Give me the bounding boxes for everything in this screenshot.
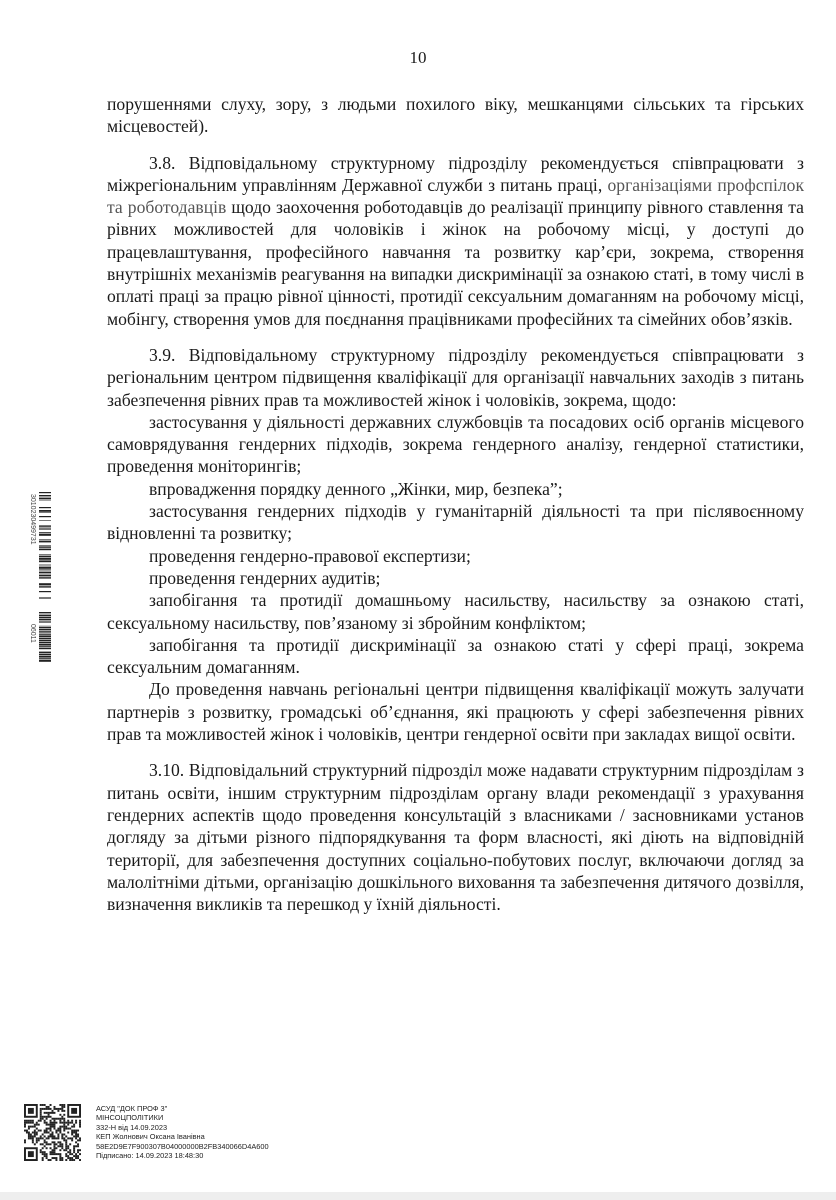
stamp-text [96, 1104, 269, 1160]
paragraph-3-8 [107, 152, 804, 330]
barcode-icon [22, 492, 52, 682]
list-item: впровадження порядку денного „Жінки, мир, безпека”; [149, 478, 563, 499]
paragraph-3-8-muted: організаціями профспілок та роботодавців [107, 174, 804, 218]
list-item: проведення гендерних аудитів; [149, 567, 381, 588]
stamp-registration: 332-Н від 14.09.2023 [96, 1122, 168, 1132]
list-item: запобігання та протидії дискримінації за ознакою статі у сфері праці, зокрема сексуальним домаганням. [107, 634, 804, 678]
paragraph-training-partners: До проведення навчань регіональні центри підвищення кваліфікації можуть залучати партнерів з розвитку, громадські об’єднання, які працюють у сфері забезпечення рівних прав та можливостей жінок і чоловіків, центри гендерної освіти при закладах вищої освіти. [107, 679, 804, 745]
list-item: проведення гендерно-правової експертизи; [149, 545, 471, 566]
qr-code-icon [24, 1104, 81, 1161]
stamp-signer: КЕП Жолнович Оксана Іванівна [96, 1132, 205, 1142]
list-item: запобігання та протидії домашньому насильству, насильству за ознакою статі, сексуальному насильству, пов’язаному зі збройним конфліктом; [107, 590, 804, 633]
document-body [107, 93, 804, 915]
stamp-ministry: МІНСОЦПОЛІТИКИ [96, 1113, 164, 1123]
paragraph-continuation: порушеннями слуху, зору, з людьми похилого віку, мешканцями сільських та гірських місцевостей). [107, 94, 804, 137]
list-item: застосування гендерних підходів у гуманітарній діяльності та при післявоєнному відновленні та розвитку; [107, 501, 804, 544]
stamp-system: АСУД "ДОК ПРОФ 3" [96, 1104, 168, 1113]
viewer-bottom-strip [0, 1192, 836, 1200]
paragraph-3-8-part1: 3.8. Відповідальному структурному підрозділу рекомендується співпрацювати з міжрегіональним управлінням Державної служби з питань праці, [107, 152, 804, 195]
signature-stamp [24, 1104, 424, 1164]
paragraph-3-8-part2: щодо заохочення роботодавців до реалізації принципу рівного ставлення та рівних можливостей для чоловіків і жінок на робочому місці, у доступі до працевлаштування, професійного навчання та розвитку кар’єри, зокрема, створення внутрішніх механізмів реагування на випадки дискримінації за ознакою статі, в тому числі в оплаті праці за працю рівної цінності, протидії сексуальним домаганням на робочому місці, мобінгу, створення умов для поєднання працівниками професійних та сімейних обов’язків. [107, 197, 804, 329]
paragraph-3-9: 3.9. Відповідальному структурному підрозділу рекомендується співпрацювати з регіональним центром підвищення кваліфікації для організації навчальних заходів з питань забезпечення рівних прав та можливостей жінок і чоловіків, зокрема, щодо: [107, 344, 804, 410]
barcode-number-2: 06011 [29, 624, 36, 643]
stamp-signed-at: Підписано: 14.09.2023 18:48:30 [96, 1151, 204, 1161]
barcode-number-1: 3010230499731 [29, 494, 36, 545]
page-number: 10 [409, 48, 427, 67]
stamp-certificate: 58E2D9E7F900307B04000000B2FB340066D4A600 [96, 1141, 269, 1151]
list-item: застосування у діяльності державних службовців та посадових осіб органів місцевого самоврядування гендерних підходів, зокрема гендерного аналізу, гендерної статистики, проведення моніторингів; [107, 411, 804, 477]
paragraph-3-10: 3.10. Відповідальний структурний підрозділ може надавати структурним підрозділам з питань освіти, іншим структурним підрозділам органу влади рекомендації з урахування гендерних аспектів щодо проведення консультацій з власниками / засновниками установ догляду за дітьми різного підпорядкування та форм власності, які діють на відповідній території, для забезпечення доступних соціально-побутових послуг, включаючи догляд за малолітніми дітьми, організацію дошкільного виховання та забезпечення дитячого дозвілля, визначення викликів та перешкод у їхній діяльності. [107, 760, 804, 915]
